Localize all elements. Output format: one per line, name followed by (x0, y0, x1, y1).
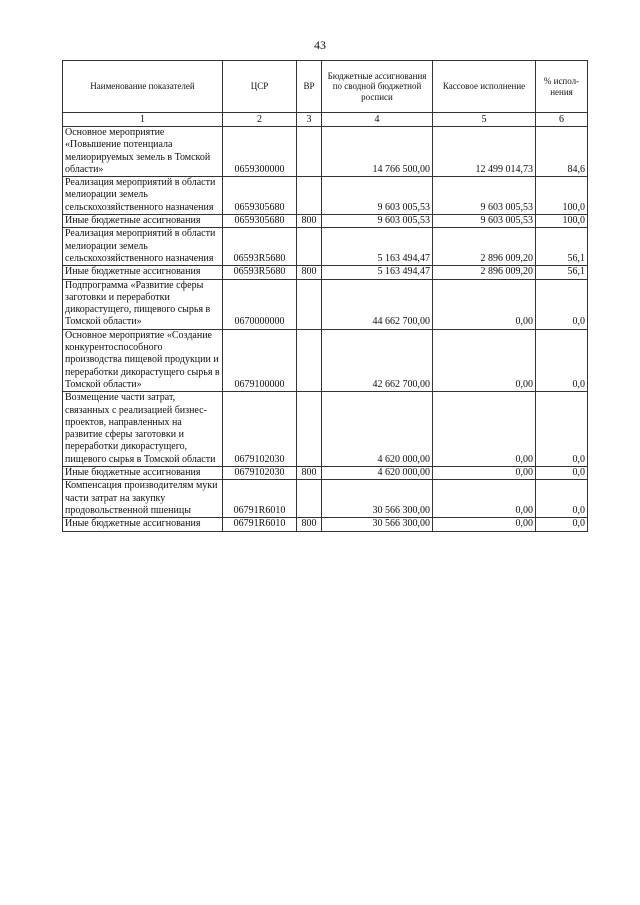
row-budget: 30 566 300,00 (322, 480, 433, 518)
row-vr: 800 (297, 467, 322, 480)
row-csr: 06791R6010 (223, 480, 297, 518)
row-vr (297, 177, 322, 215)
row-pct: 56,1 (536, 228, 588, 266)
row-name: Иные бюджетные ассигнования (63, 266, 223, 279)
page-number: 43 (314, 38, 326, 52)
row-name: Иные бюджетные ассигнования (63, 215, 223, 228)
budget-execution-table (62, 60, 588, 532)
row-vr (297, 228, 322, 266)
row-vr (297, 279, 322, 329)
col-number: 4 (322, 113, 433, 127)
row-cash: 0,00 (433, 480, 536, 518)
table-body (63, 127, 588, 532)
column-number-row (63, 113, 588, 127)
row-pct: 0,0 (536, 518, 588, 531)
table-row (63, 266, 588, 279)
header-name: Наименование показателей (63, 61, 223, 113)
table-row (63, 329, 588, 391)
row-vr (297, 329, 322, 391)
row-vr (297, 127, 322, 177)
row-csr: 06593R5680 (223, 266, 297, 279)
row-vr (297, 480, 322, 518)
row-name: Основное мероприятие «Повышение потенциала мелиорируемых земель в Томской области» (63, 127, 223, 177)
col-number: 2 (223, 113, 297, 127)
row-name: Иные бюджетные ассигнования (63, 518, 223, 531)
row-pct: 0,0 (536, 392, 588, 467)
row-cash: 0,00 (433, 467, 536, 480)
row-csr: 06791R6010 (223, 518, 297, 531)
table-row (63, 467, 588, 480)
row-name: Основное мероприятие «Создание конкурентоспособного производства пищевой продукции и переработки дикорастущего сырья в Томской области» (63, 329, 223, 391)
table-row (63, 392, 588, 467)
row-cash: 0,00 (433, 329, 536, 391)
row-cash: 0,00 (433, 279, 536, 329)
row-pct: 0,0 (536, 279, 588, 329)
row-vr: 800 (297, 266, 322, 279)
row-cash: 0,00 (433, 518, 536, 531)
col-number: 6 (536, 113, 588, 127)
header-vr: ВР (297, 61, 322, 113)
row-csr: 0670000000 (223, 279, 297, 329)
row-budget: 9 603 005,53 (322, 215, 433, 228)
row-name: Возмещение части затрат, связанных с реализацией бизнес-проектов, направленных на развитие сферы заготовки и переработки дикорастущего, пищевого сырья в Томской области (63, 392, 223, 467)
row-cash: 2 896 009,20 (433, 266, 536, 279)
header-budget: Бюджетные ассигнования по сводной бюджетной росписи (322, 61, 433, 113)
row-vr: 800 (297, 518, 322, 531)
row-pct: 0,0 (536, 329, 588, 391)
table-row (63, 279, 588, 329)
row-cash: 2 896 009,20 (433, 228, 536, 266)
row-pct: 100,0 (536, 177, 588, 215)
row-name: Компенсация производителям муки части затрат на закупку продовольственной пшеницы (63, 480, 223, 518)
row-cash: 12 499 014,73 (433, 127, 536, 177)
row-csr: 0679102030 (223, 467, 297, 480)
table-row (63, 177, 588, 215)
row-name: Подпрограмма «Развитие сферы заготовки и переработки дикорастущего, пищевого сырья в Томской области» (63, 279, 223, 329)
row-pct: 56,1 (536, 266, 588, 279)
col-number: 1 (63, 113, 223, 127)
table-row (63, 127, 588, 177)
row-csr: 0679100000 (223, 329, 297, 391)
row-pct: 0,0 (536, 467, 588, 480)
row-budget: 4 620 000,00 (322, 392, 433, 467)
row-budget: 30 566 300,00 (322, 518, 433, 531)
header-cash: Кассовое исполнение (433, 61, 536, 113)
row-budget: 44 662 700,00 (322, 279, 433, 329)
table-row (63, 215, 588, 228)
row-cash: 0,00 (433, 392, 536, 467)
header-pct: % испол-нения (536, 61, 588, 113)
row-pct: 84,6 (536, 127, 588, 177)
row-name: Реализация мероприятий в области мелиорации земель сельскохозяйственного назначения (63, 228, 223, 266)
table-row (63, 480, 588, 518)
row-csr: 06593R5680 (223, 228, 297, 266)
row-name: Реализация мероприятий в области мелиорации земель сельскохозяйственного назначения (63, 177, 223, 215)
row-budget: 14 766 500,00 (322, 127, 433, 177)
row-budget: 5 163 494,47 (322, 266, 433, 279)
row-vr: 800 (297, 215, 322, 228)
col-number: 3 (297, 113, 322, 127)
row-csr: 0659305680 (223, 215, 297, 228)
row-budget: 4 620 000,00 (322, 467, 433, 480)
header-row (63, 61, 588, 113)
col-number: 5 (433, 113, 536, 127)
row-vr (297, 392, 322, 467)
row-cash: 9 603 005,53 (433, 177, 536, 215)
row-budget: 9 603 005,53 (322, 177, 433, 215)
row-budget: 42 662 700,00 (322, 329, 433, 391)
row-name: Иные бюджетные ассигнования (63, 467, 223, 480)
row-pct: 100,0 (536, 215, 588, 228)
row-csr: 0679102030 (223, 392, 297, 467)
row-pct: 0,0 (536, 480, 588, 518)
row-csr: 0659300000 (223, 127, 297, 177)
table-row (63, 518, 588, 531)
table-row (63, 228, 588, 266)
row-budget: 5 163 494,47 (322, 228, 433, 266)
row-cash: 9 603 005,53 (433, 215, 536, 228)
row-csr: 0659305680 (223, 177, 297, 215)
header-csr: ЦСР (223, 61, 297, 113)
